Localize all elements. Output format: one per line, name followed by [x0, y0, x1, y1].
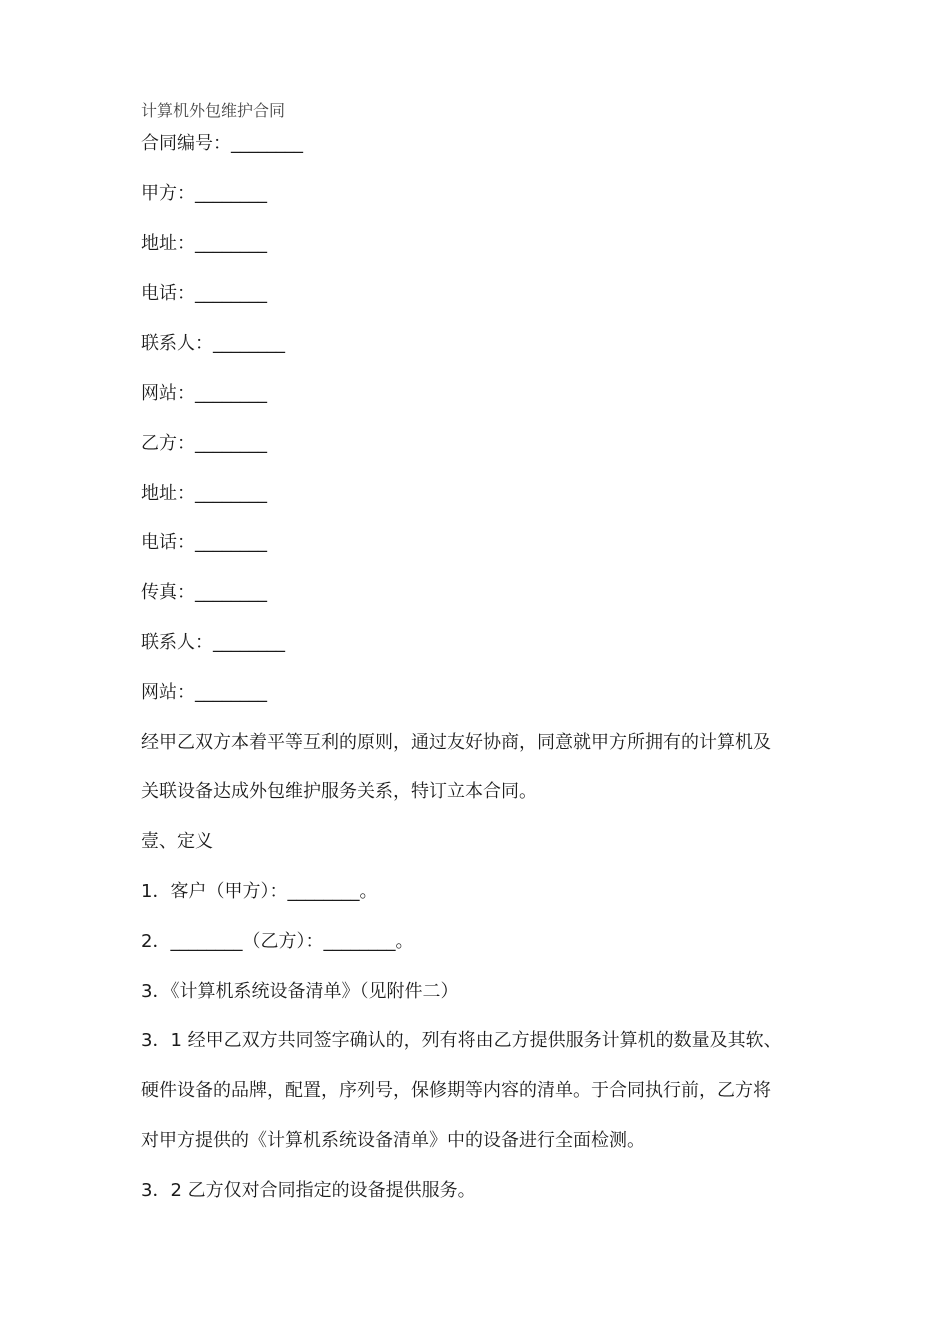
party-a-contact-line: 联系人：________ — [141, 333, 285, 354]
clause-3-1-line-1: 3．1 经甲乙双方共同签字确认的，列有将由乙方提供服务计算机的数量及其软、 — [141, 1030, 782, 1051]
clause-1: 1．客户（甲方）：________。 — [141, 881, 378, 902]
intro-paragraph-line-2: 关联设备达成外包维护服务关系，特订立本合同。 — [141, 781, 537, 802]
clause-3-1-line-2: 硬件设备的品牌，配置，序列号，保修期等内容的清单。于合同执行前，乙方将 — [141, 1080, 771, 1101]
party-b-address-line: 地址：________ — [141, 483, 267, 504]
party-a-line: 甲方：________ — [141, 183, 267, 204]
contract-number-line: 合同编号：________ — [141, 133, 303, 154]
party-a-website-line: 网站：________ — [141, 383, 267, 404]
party-b-fax-line: 传真：________ — [141, 582, 267, 603]
party-b-contact-line: 联系人：________ — [141, 632, 285, 653]
party-b-line: 乙方：________ — [141, 433, 267, 454]
party-b-website-line: 网站：________ — [141, 682, 267, 703]
clause-3-1-line-3: 对甲方提供的《计算机系统设备清单》中的设备进行全面检测。 — [141, 1130, 645, 1151]
clause-3: 3．《计算机系统设备清单》（见附件二） — [141, 981, 459, 1002]
section-heading-definitions: 壹、定义 — [141, 831, 213, 852]
clause-2: 2．________（乙方）：________。 — [141, 931, 414, 952]
intro-paragraph-line-1: 经甲乙双方本着平等互利的原则，通过友好协商，同意就甲方所拥有的计算机及 — [141, 732, 771, 753]
party-a-address-line: 地址：________ — [141, 233, 267, 254]
clause-3-2: 3．2 乙方仅对合同指定的设备提供服务。 — [141, 1180, 476, 1201]
party-a-phone-line: 电话：________ — [141, 283, 267, 304]
document-title: 计算机外包维护合同 — [141, 101, 286, 120]
party-b-phone-line: 电话：________ — [141, 532, 267, 553]
